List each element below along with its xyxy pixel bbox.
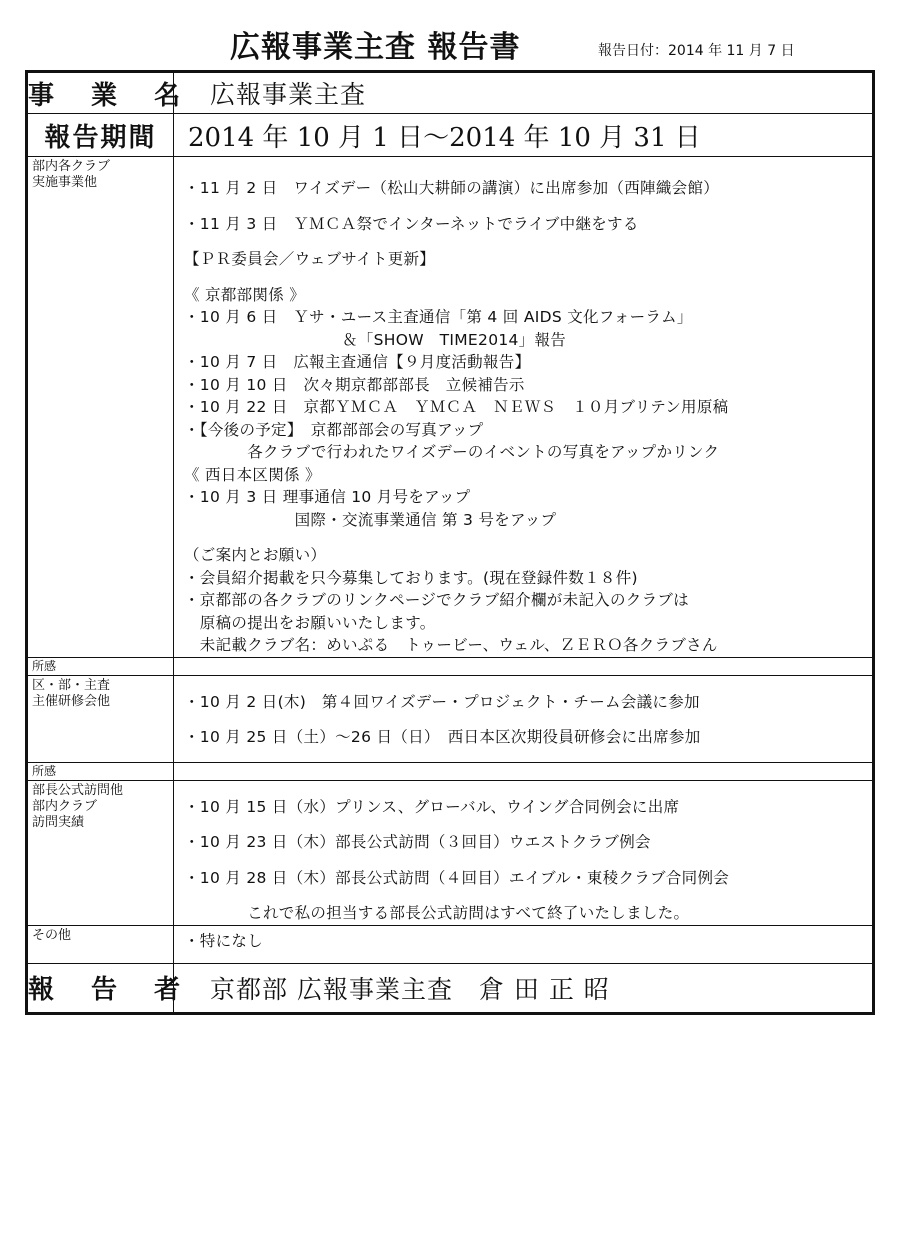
activity-line: （ご案内とお願い）: [184, 546, 327, 564]
row-note-1: [27, 657, 874, 675]
row-visits: [27, 780, 874, 925]
training-line: ・10 月 25 日（土）～26 日（日） 西日本区次期役員研修会に出席参加: [184, 728, 701, 746]
spacer: [184, 200, 872, 213]
visits-label-line: 部長公式訪問他: [32, 782, 124, 798]
club-activities-label: [27, 157, 174, 658]
reporter-value: 京都部 広報事業主査 倉 田 正 昭: [174, 963, 874, 1013]
spacer: [184, 854, 872, 867]
row-note-2: [27, 762, 874, 780]
spacer: [184, 783, 872, 796]
spacer: [184, 235, 872, 248]
activity-line: ・10 月 3 日 理事通信 10 月号をアップ: [184, 488, 471, 506]
club-activities-content: [174, 157, 874, 658]
project-label: 事 業 名: [27, 72, 174, 114]
visit-line: これで私の担当する部長公式訪問はすべて終了いたしました。: [184, 904, 690, 922]
visits-label-line: 訪問実績: [32, 814, 85, 830]
note-2-value: [174, 762, 874, 780]
reporter-label: 報 告 者: [27, 963, 174, 1013]
activity-line: 【ＰＲ委員会／ウェブサイト更新】: [184, 250, 436, 268]
training-label: [27, 675, 174, 762]
activity-line: ・10 月 22 日 京都ＹＭＣＡ ＹＭＣＡ ＮＥＷＳ １０月ブリテン用原稿: [184, 398, 729, 416]
visit-line: ・10 月 23 日（木）部長公式訪問（３回目）ウエストクラブ例会: [184, 833, 651, 851]
row-other: [27, 925, 874, 963]
activity-line: ・11 月 2 日 ワイズデー（松山大耕師の講演）に出席参加（西陣織会館）: [184, 179, 720, 197]
activity-line: ・10 月 6 日 Ｙサ・ユース主査通信「第 4 回 AIDS 文化フォーラム」: [184, 308, 693, 326]
spacer: [184, 713, 872, 726]
activity-line: ・会員紹介掲載を只今募集しております。(現在登録件数１８件): [184, 568, 638, 587]
spacer: [184, 818, 872, 831]
activity-line: 未記載クラブ名：めいぷる トゥービー、ウェル、ＺＥＲＯ各クラブさん: [184, 636, 718, 654]
other-label: その他: [27, 925, 174, 963]
activity-line: 国際・交流事業通信 第 3 号をアップ: [184, 510, 557, 529]
club-activities-lines: [184, 177, 872, 657]
report-table: [25, 70, 875, 1015]
other-value: ・特になし: [174, 925, 874, 963]
row-reporter: [27, 963, 874, 1013]
spacer: [184, 271, 872, 284]
training-content: [174, 675, 874, 762]
project-value: 広報事業主査: [174, 72, 874, 114]
activity-line: ・11 月 3 日 ＹＭＣＡ祭でインターネットでライブ中継をする: [184, 214, 639, 233]
visits-label-line: 部内クラブ: [32, 798, 98, 814]
activity-line: ＆「SHOW TIME2014」報告: [184, 330, 567, 349]
note-1-label: 所感: [27, 657, 174, 675]
activity-line: ・京都部の各クラブのリンクページでクラブ紹介欄が未記入のクラブは: [184, 591, 689, 609]
note-2-label: 所感: [27, 762, 174, 780]
activity-line: ・【今後の予定】 京都部部会の写真アップ: [184, 420, 484, 439]
row-training: [27, 675, 874, 762]
activity-line: 各クラブで行われたワイズデーのイベントの写真をアップかリンク: [184, 443, 720, 461]
training-lines: [184, 678, 872, 762]
spacer: [184, 678, 872, 691]
training-line: ・10 月 2 日(木) 第４回ワイズデー・プロジェクト・チーム会議に参加: [184, 692, 700, 711]
report-date: 報告日付：2014 年 11 月 7 日: [598, 43, 795, 59]
spacer: [184, 749, 872, 762]
club-activities-label-line: 部内各クラブ: [32, 159, 111, 174]
period-value: 2014 年 10 月 1 日～2014 年 10 月 31 日: [174, 114, 874, 157]
note-1-value: [174, 657, 874, 675]
report-header: [0, 0, 906, 74]
training-label-line: 主催研修会他: [32, 693, 111, 709]
row-project: [27, 72, 874, 114]
activity-line: ・10 月 7 日 広報主査通信【９月度活動報告】: [184, 353, 531, 371]
visits-label: [27, 780, 174, 925]
training-label-line: 区・部・主査: [32, 677, 111, 693]
activity-line: 原稿の提出をお願いいたします。: [184, 613, 436, 632]
row-period: [27, 114, 874, 157]
visit-line: ・10 月 28 日（木）部長公式訪問（４回目）エイブル・東稜クラブ合同例会: [184, 868, 730, 887]
activity-line: ・10 月 10 日 次々期京都部部長 立候補告示: [184, 375, 525, 394]
activity-line: 《 西日本区関係 》: [184, 465, 321, 484]
activity-line: 《 京都部関係 》: [184, 285, 306, 304]
row-club-activities: [27, 157, 874, 658]
visits-lines: [184, 783, 872, 925]
period-label: 報告期間: [27, 114, 174, 157]
spacer: [184, 889, 872, 902]
club-activities-label-line: 実施事業他: [32, 175, 98, 190]
visits-content: [174, 780, 874, 925]
visit-line: ・10 月 15 日（水）プリンス、グローバル、ウイング合同例会に出席: [184, 797, 680, 816]
spacer: [184, 531, 872, 544]
page-title: 広報事業主査 報告書: [230, 30, 521, 65]
